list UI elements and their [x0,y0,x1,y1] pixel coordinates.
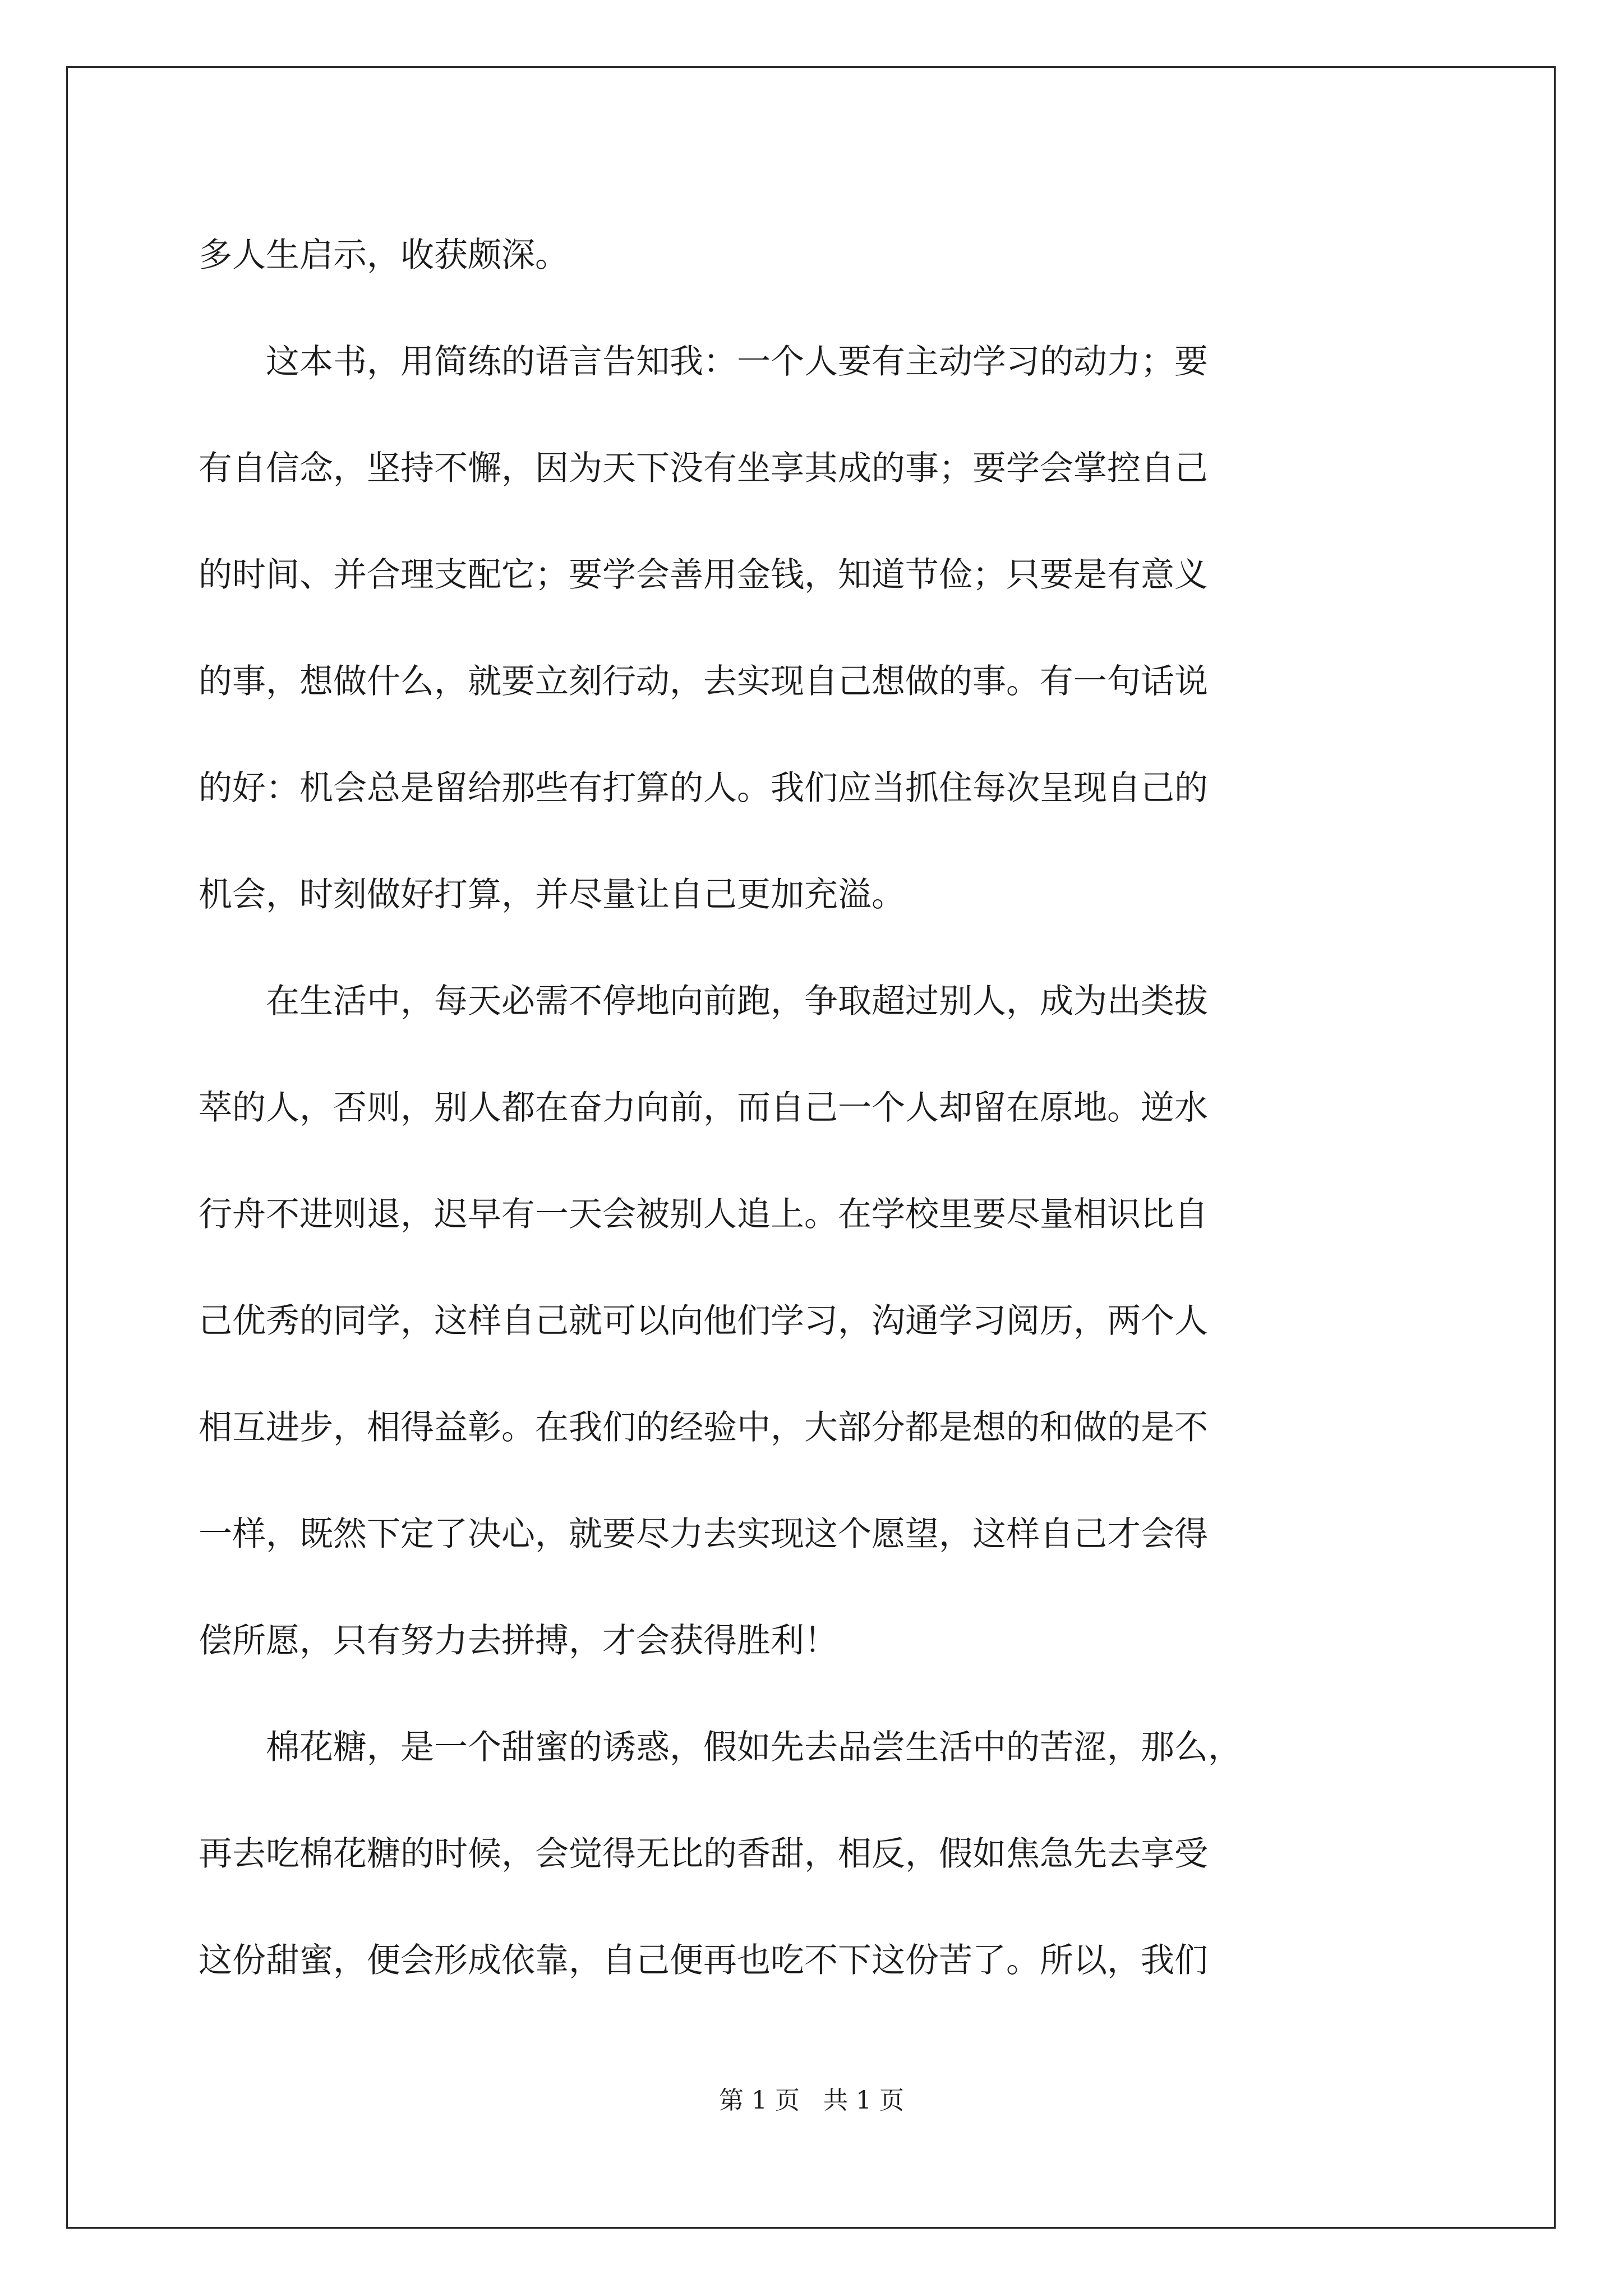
text-line: 在生活中，每天必需不停地向前跑，争取超过别人，成为出类拔 [199,982,1208,1021]
text-line: 的时间、并合理支配它；要学会善用金钱，知道节俭；只要是有意义 [199,555,1208,595]
text-line: 己优秀的同学，这样自己就可以向他们学习，沟通学习阅历，两个人 [199,1301,1208,1341]
text-line: 行舟不进则退，迟早有一天会被别人追上。在学校里要尽量相识比自 [199,1195,1208,1234]
text-line: 一样，既然下定了决心，就要尽力去实现这个愿望，这样自己才会得 [199,1515,1208,1554]
text-line: 有自信念，坚持不懈，因为天下没有坐享其成的事；要学会掌控自己 [199,449,1208,488]
text-line: 的事，想做什么，就要立刻行动，去实现自己想做的事。有一句话说 [199,662,1208,701]
text-line: 这份甜蜜，便会形成依靠，自己便再也吃不下这份苦了。所以，我们 [199,1941,1208,1980]
document-body [199,202,1432,2014]
text-line: 这本书，用简练的语言告知我：一个人要有主动学习的动力；要 [199,342,1208,381]
text-line: 相互进步，相得益彰。在我们的经验中，大部分都是想的和做的是不 [199,1408,1208,1447]
text-line: 棉花糖，是一个甜蜜的诱惑，假如先去品尝生活中的苦涩，那么， [199,1728,1242,1767]
text-line: 多人生启示，收获颇深。 [199,236,569,275]
text-line: 的好：机会总是留给那些有打算的人。我们应当抓住每次呈现自己的 [199,769,1208,808]
text-line: 偿所愿，只有努力去拼搏，才会获得胜利！ [199,1621,838,1660]
text-line: 机会，时刻做好打算，并尽量让自己更加充溢。 [199,875,905,914]
text-line: 再去吃棉花糖的时候，会觉得无比的香甜，相反，假如焦急先去享受 [199,1834,1208,1874]
text-line: 萃的人，否则，别人都在奋力向前，而自己一个人却留在原地。逆水 [199,1088,1208,1128]
page-footer: 第 1 页 共 1 页 [719,2086,904,2115]
